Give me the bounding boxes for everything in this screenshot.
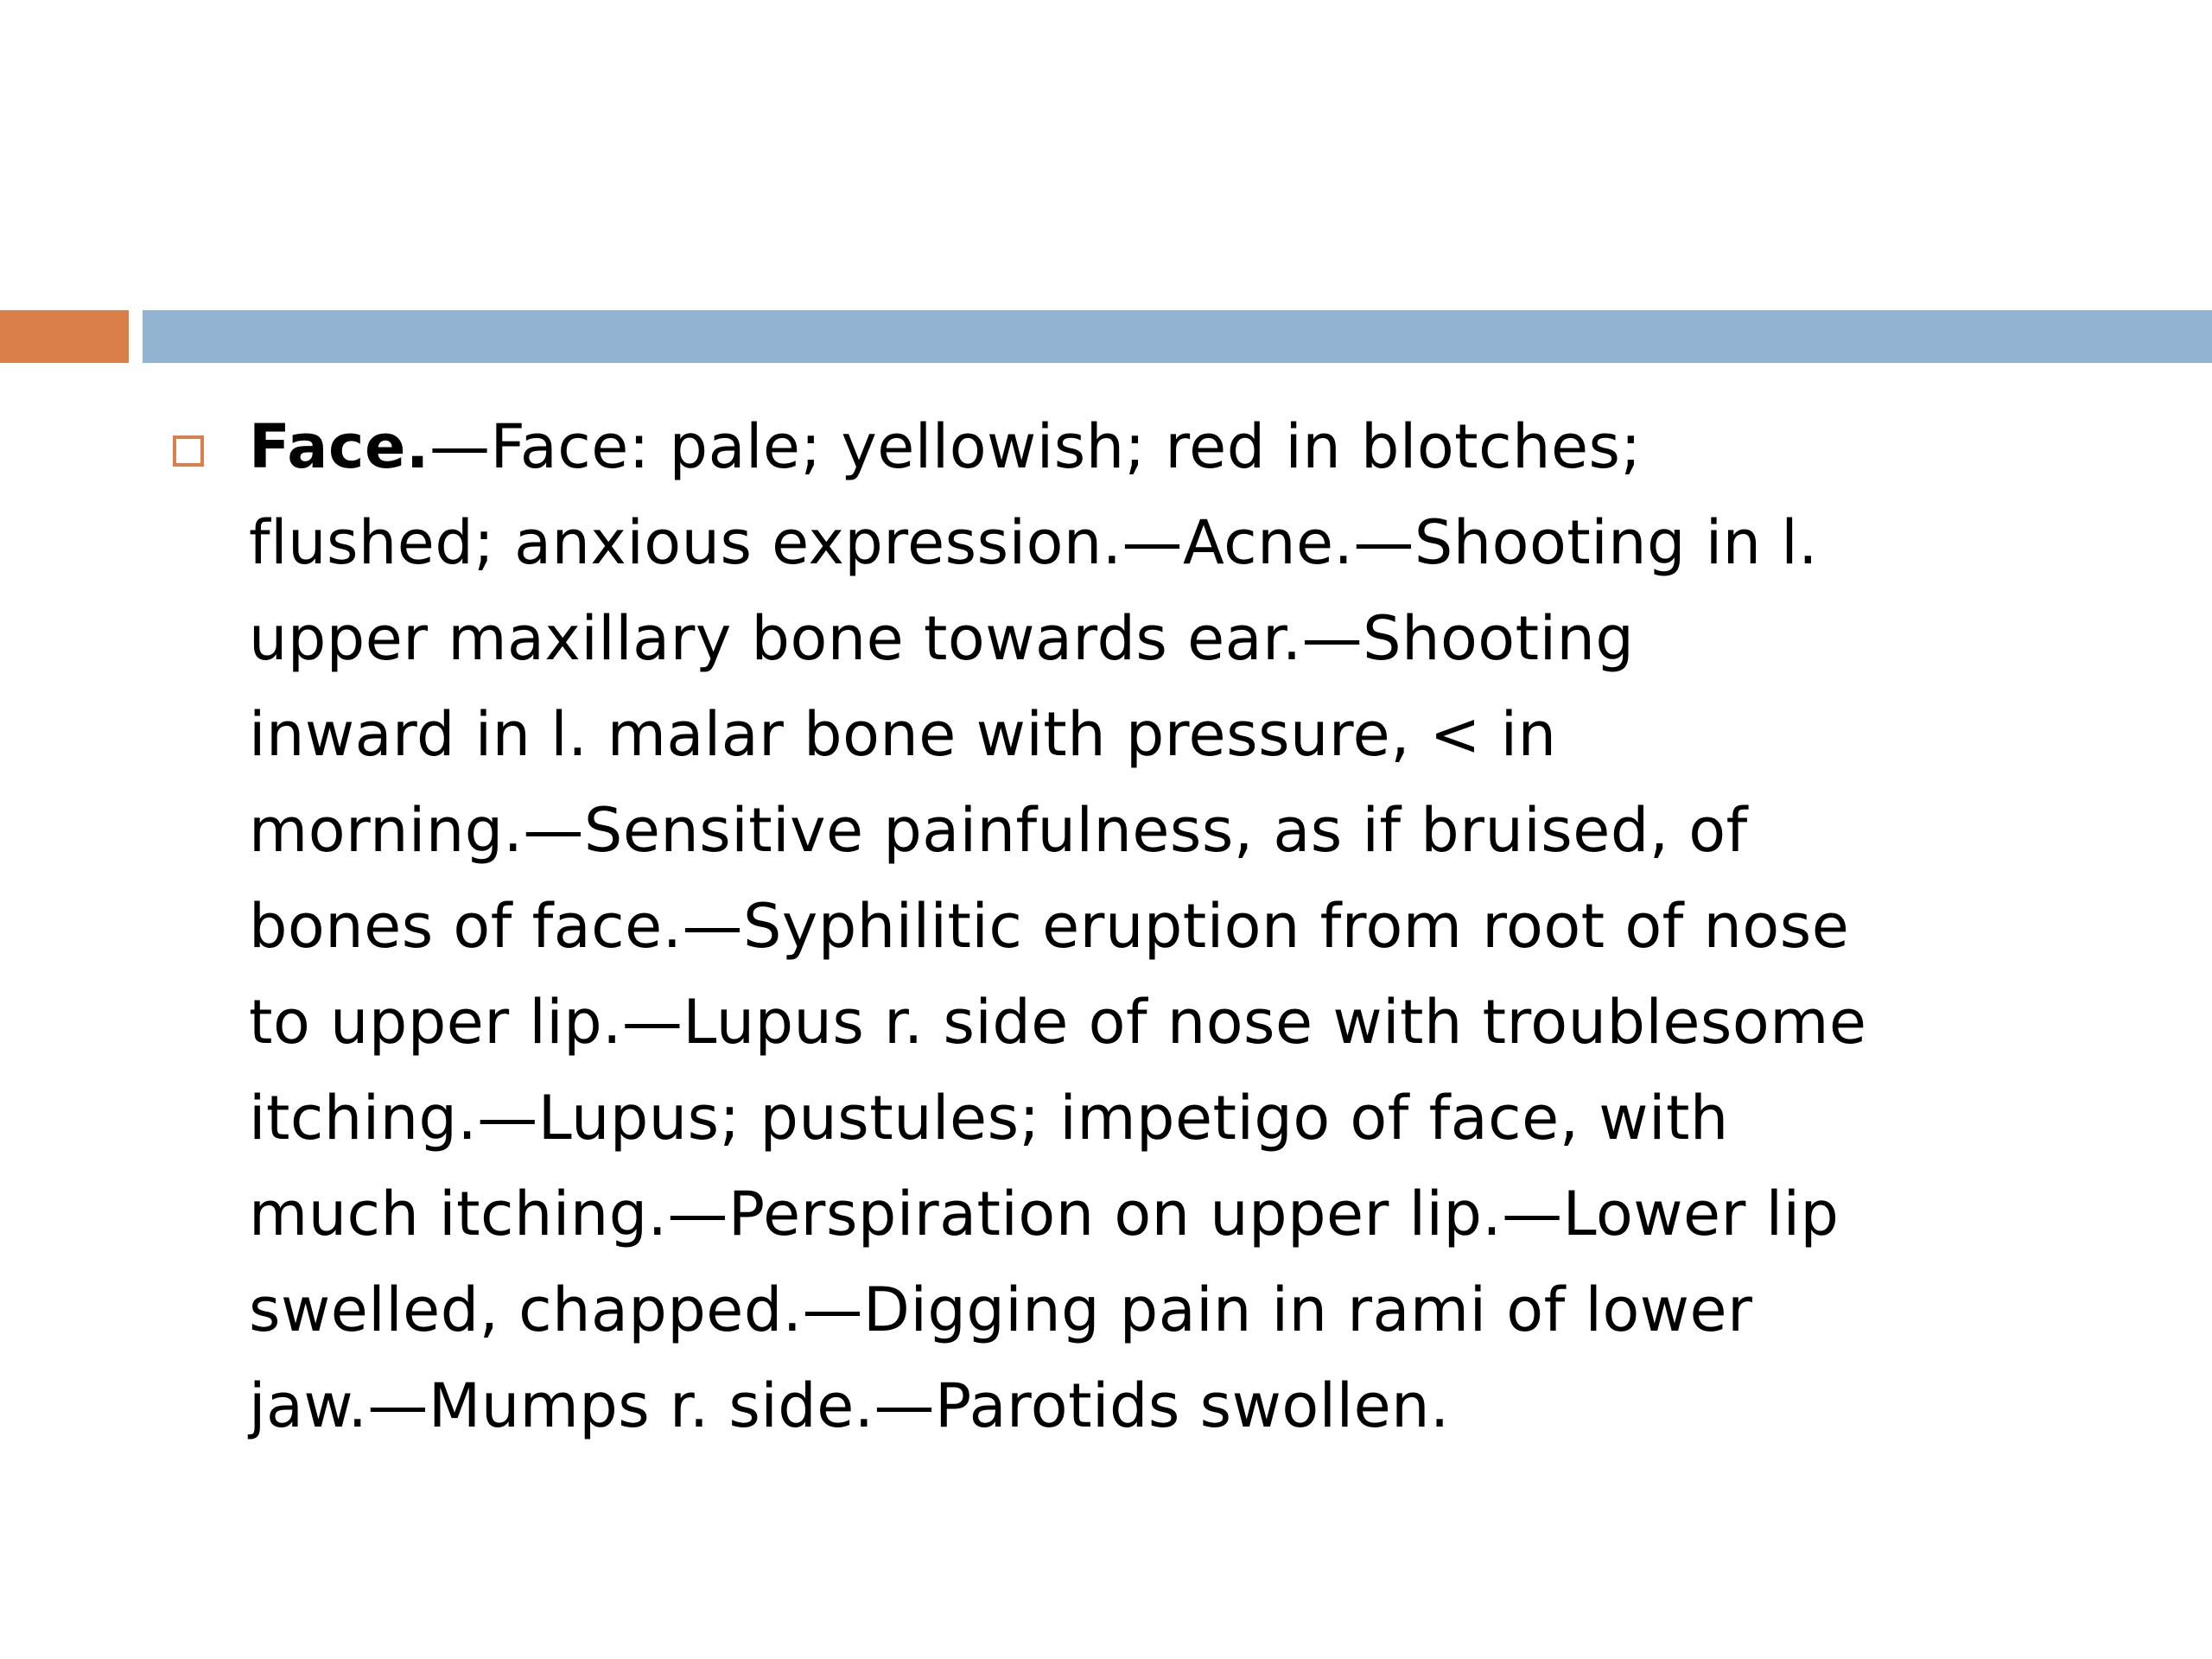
bullet-text (249, 399, 2126, 1454)
title-bar (0, 310, 2212, 363)
title-bar-main (143, 310, 2212, 363)
bullet-item (173, 399, 2126, 1454)
hollow-square-bullet-icon (173, 435, 204, 467)
slide-content (173, 399, 2126, 1454)
bullet-heading: Face. (249, 411, 430, 482)
title-bar-accent (0, 310, 129, 363)
bullet-body: —Face: pale; yellowish; red in blotches; flushed; anxious expression.—Acne.—Shooting in l. upper maxillary bone towards ear.—Shooting inward in l. malar bone with pressure, < in morning.—Sensitive painfulness, as if bruised, of bones of face.—Syphilitic eruption from root of nose to upper lip.—Lupus r. side of nose with troublesome itching.—Lupus; pustules; impetigo of face, with much itching.—Perspiration on upper lip.—Lower lip swelled, chapped.—Digging pain in rami of lower jaw.—Mumps r. side.—Parotids swollen. (249, 411, 1867, 1441)
